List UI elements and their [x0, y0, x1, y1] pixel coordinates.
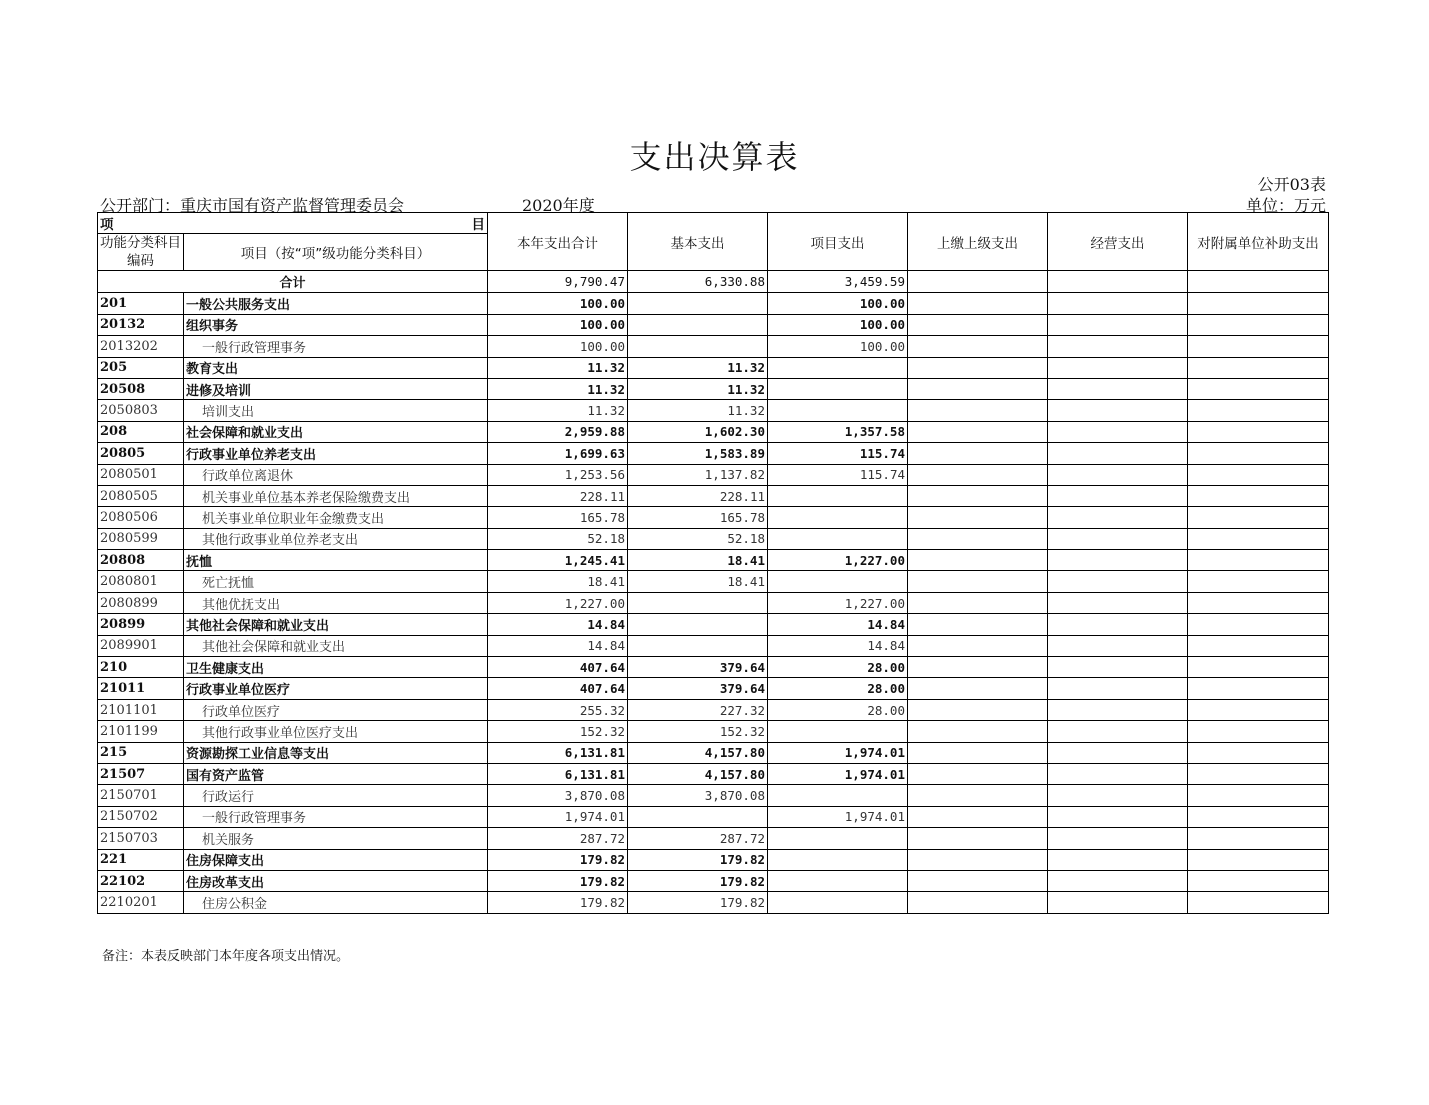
row-code: 2050803	[98, 400, 184, 421]
row-code: 20808	[98, 550, 184, 571]
row-business	[1048, 314, 1188, 335]
row-upper	[908, 614, 1048, 635]
row-subsidy	[1188, 828, 1329, 849]
table-row	[98, 378, 1329, 399]
row-code: 2101199	[98, 721, 184, 742]
row-name: 行政事业单位养老支出	[184, 443, 488, 464]
row-code: 205	[98, 357, 184, 378]
row-project	[768, 507, 908, 528]
table-row	[98, 400, 1329, 421]
row-project: 1,227.00	[768, 592, 908, 613]
row-basic: 4,157.80	[628, 763, 768, 784]
row-basic: 1,583.89	[628, 443, 768, 464]
row-basic: 228.11	[628, 485, 768, 506]
row-project	[768, 528, 908, 549]
row-total: 1,699.63	[488, 443, 628, 464]
row-business	[1048, 785, 1188, 806]
row-total: 407.64	[488, 678, 628, 699]
row-total: 255.32	[488, 699, 628, 720]
row-basic: 379.64	[628, 657, 768, 678]
row-subsidy	[1188, 721, 1329, 742]
row-total: 1,974.01	[488, 806, 628, 827]
row-subsidy	[1188, 421, 1329, 442]
row-upper	[908, 336, 1048, 357]
row-project: 14.84	[768, 635, 908, 656]
row-subsidy	[1188, 635, 1329, 656]
row-total: 11.32	[488, 400, 628, 421]
row-total: 52.18	[488, 528, 628, 549]
row-subsidy	[1188, 806, 1329, 827]
total-project: 3,459.59	[768, 271, 908, 293]
row-subsidy	[1188, 678, 1329, 699]
row-subsidy	[1188, 614, 1329, 635]
table-row	[98, 678, 1329, 699]
row-upper	[908, 528, 1048, 549]
row-basic: 11.32	[628, 378, 768, 399]
row-business	[1048, 485, 1188, 506]
unit-label: 单位：万元	[1245, 196, 1326, 215]
table-row	[98, 870, 1329, 891]
row-total: 179.82	[488, 892, 628, 913]
row-name: 一般公共服务支出	[184, 293, 488, 314]
row-project: 100.00	[768, 336, 908, 357]
row-subsidy	[1188, 849, 1329, 870]
total-business	[1048, 271, 1188, 293]
row-total: 287.72	[488, 828, 628, 849]
row-basic: 179.82	[628, 892, 768, 913]
row-subsidy	[1188, 785, 1329, 806]
row-total: 100.00	[488, 336, 628, 357]
row-project: 28.00	[768, 657, 908, 678]
table-row	[98, 464, 1329, 485]
row-upper	[908, 828, 1048, 849]
row-subsidy	[1188, 507, 1329, 528]
row-business	[1048, 870, 1188, 891]
row-code: 2150703	[98, 828, 184, 849]
row-project: 14.84	[768, 614, 908, 635]
row-business	[1048, 443, 1188, 464]
row-subsidy	[1188, 699, 1329, 720]
row-subsidy	[1188, 892, 1329, 913]
row-subsidy	[1188, 571, 1329, 592]
row-name: 住房公积金	[184, 892, 488, 913]
row-name: 住房保障支出	[184, 849, 488, 870]
row-subsidy	[1188, 528, 1329, 549]
row-name: 一般行政管理事务	[184, 336, 488, 357]
row-upper	[908, 657, 1048, 678]
row-code: 21507	[98, 763, 184, 784]
row-total: 14.84	[488, 635, 628, 656]
row-code: 208	[98, 421, 184, 442]
row-name: 机关事业单位职业年金缴费支出	[184, 507, 488, 528]
row-upper	[908, 507, 1048, 528]
row-basic: 4,157.80	[628, 742, 768, 763]
row-upper	[908, 721, 1048, 742]
row-basic: 152.32	[628, 721, 768, 742]
row-project	[768, 828, 908, 849]
table-row	[98, 314, 1329, 335]
row-upper	[908, 464, 1048, 485]
row-project	[768, 849, 908, 870]
row-basic	[628, 336, 768, 357]
header-total: 本年支出合计	[488, 213, 628, 271]
row-business	[1048, 464, 1188, 485]
row-name: 死亡抚恤	[184, 571, 488, 592]
row-code: 2210201	[98, 892, 184, 913]
row-business	[1048, 357, 1188, 378]
row-upper	[908, 550, 1048, 571]
fiscal-year: 2020年度	[522, 196, 595, 215]
row-upper	[908, 785, 1048, 806]
row-upper	[908, 806, 1048, 827]
row-code: 2080506	[98, 507, 184, 528]
row-total: 179.82	[488, 870, 628, 891]
row-business	[1048, 892, 1188, 913]
row-basic: 287.72	[628, 828, 768, 849]
row-subsidy	[1188, 657, 1329, 678]
row-business	[1048, 699, 1188, 720]
row-total: 407.64	[488, 657, 628, 678]
row-basic: 11.32	[628, 357, 768, 378]
header-code: 功能分类科目编码	[98, 234, 184, 271]
expenditure-table	[97, 212, 1329, 914]
row-total: 2,959.88	[488, 421, 628, 442]
row-total: 179.82	[488, 849, 628, 870]
row-upper	[908, 678, 1048, 699]
row-code: 2150701	[98, 785, 184, 806]
row-basic: 179.82	[628, 870, 768, 891]
row-project	[768, 378, 908, 399]
row-name: 组织事务	[184, 314, 488, 335]
row-upper	[908, 892, 1048, 913]
row-name: 抚恤	[184, 550, 488, 571]
row-business	[1048, 528, 1188, 549]
row-upper	[908, 635, 1048, 656]
row-business	[1048, 657, 1188, 678]
row-upper	[908, 592, 1048, 613]
row-total: 100.00	[488, 293, 628, 314]
row-business	[1048, 421, 1188, 442]
row-name: 资源勘探工业信息等支出	[184, 742, 488, 763]
row-subsidy	[1188, 742, 1329, 763]
row-basic: 179.82	[628, 849, 768, 870]
row-business	[1048, 571, 1188, 592]
header-upper: 上缴上级支出	[908, 213, 1048, 271]
row-name: 进修及培训	[184, 378, 488, 399]
row-name: 住房改革支出	[184, 870, 488, 891]
row-subsidy	[1188, 336, 1329, 357]
row-total: 11.32	[488, 378, 628, 399]
header-subsidy: 对附属单位补助支出	[1188, 213, 1329, 271]
row-project: 100.00	[768, 314, 908, 335]
row-name: 一般行政管理事务	[184, 806, 488, 827]
row-project	[768, 892, 908, 913]
row-project	[768, 721, 908, 742]
row-basic	[628, 635, 768, 656]
table-row	[98, 485, 1329, 506]
row-business	[1048, 849, 1188, 870]
table-row	[98, 785, 1329, 806]
row-project: 100.00	[768, 293, 908, 314]
row-project	[768, 870, 908, 891]
row-upper	[908, 443, 1048, 464]
row-basic: 1,602.30	[628, 421, 768, 442]
row-name: 其他行政事业单位养老支出	[184, 528, 488, 549]
header-business: 经营支出	[1048, 213, 1188, 271]
row-upper	[908, 699, 1048, 720]
row-business	[1048, 336, 1188, 357]
header-basic: 基本支出	[628, 213, 768, 271]
row-basic: 3,870.08	[628, 785, 768, 806]
row-basic: 11.32	[628, 400, 768, 421]
header-item-cell	[98, 213, 488, 234]
table-row	[98, 635, 1329, 656]
row-basic	[628, 806, 768, 827]
table-row	[98, 763, 1329, 784]
row-basic: 379.64	[628, 678, 768, 699]
row-name: 行政运行	[184, 785, 488, 806]
row-code: 2080599	[98, 528, 184, 549]
row-name: 机关服务	[184, 828, 488, 849]
row-code: 20899	[98, 614, 184, 635]
row-upper	[908, 378, 1048, 399]
row-project: 1,227.00	[768, 550, 908, 571]
row-business	[1048, 592, 1188, 613]
table-row	[98, 571, 1329, 592]
row-total: 1,245.41	[488, 550, 628, 571]
row-project	[768, 485, 908, 506]
row-business	[1048, 400, 1188, 421]
header-name: 项目（按“项”级功能分类科目）	[184, 234, 488, 271]
row-business	[1048, 742, 1188, 763]
table-row	[98, 892, 1329, 913]
table-row	[98, 528, 1329, 549]
row-subsidy	[1188, 592, 1329, 613]
row-business	[1048, 721, 1188, 742]
row-subsidy	[1188, 550, 1329, 571]
table-row	[98, 507, 1329, 528]
row-code: 201	[98, 293, 184, 314]
row-code: 215	[98, 742, 184, 763]
header-xiang: 项	[100, 217, 114, 234]
total-row	[98, 271, 1329, 293]
row-total: 1,253.56	[488, 464, 628, 485]
department-label: 公开部门：重庆市国有资产监督管理委员会	[100, 196, 405, 215]
row-upper	[908, 485, 1048, 506]
row-code: 2089901	[98, 635, 184, 656]
row-upper	[908, 421, 1048, 442]
row-project: 1,974.01	[768, 742, 908, 763]
footnote: 备注：本表反映部门本年度各项支出情况。	[102, 949, 350, 964]
row-business	[1048, 507, 1188, 528]
total-basic: 6,330.88	[628, 271, 768, 293]
row-subsidy	[1188, 870, 1329, 891]
row-upper	[908, 357, 1048, 378]
row-subsidy	[1188, 400, 1329, 421]
total-label: 合计	[98, 271, 488, 293]
row-name: 教育支出	[184, 357, 488, 378]
row-code: 20132	[98, 314, 184, 335]
table-row	[98, 849, 1329, 870]
row-upper	[908, 293, 1048, 314]
table-row	[98, 550, 1329, 571]
row-subsidy	[1188, 314, 1329, 335]
row-basic	[628, 314, 768, 335]
table-row	[98, 828, 1329, 849]
row-upper	[908, 400, 1048, 421]
row-upper	[908, 571, 1048, 592]
row-project	[768, 785, 908, 806]
table-row	[98, 443, 1329, 464]
row-total: 6,131.81	[488, 763, 628, 784]
table-row	[98, 699, 1329, 720]
row-code: 2080501	[98, 464, 184, 485]
row-basic: 18.41	[628, 571, 768, 592]
row-business	[1048, 614, 1188, 635]
row-name: 其他社会保障和就业支出	[184, 614, 488, 635]
row-code: 22102	[98, 870, 184, 891]
row-total: 11.32	[488, 357, 628, 378]
table-row	[98, 592, 1329, 613]
row-upper	[908, 763, 1048, 784]
row-basic: 165.78	[628, 507, 768, 528]
row-name: 国有资产监管	[184, 763, 488, 784]
row-business	[1048, 828, 1188, 849]
row-code: 210	[98, 657, 184, 678]
row-total: 18.41	[488, 571, 628, 592]
table-row	[98, 357, 1329, 378]
row-basic: 18.41	[628, 550, 768, 571]
row-code: 2080899	[98, 592, 184, 613]
row-total: 14.84	[488, 614, 628, 635]
row-code: 221	[98, 849, 184, 870]
total-upper	[908, 271, 1048, 293]
row-project: 115.74	[768, 464, 908, 485]
row-subsidy	[1188, 378, 1329, 399]
row-code: 2150702	[98, 806, 184, 827]
row-total: 3,870.08	[488, 785, 628, 806]
table-row	[98, 614, 1329, 635]
row-business	[1048, 763, 1188, 784]
row-basic	[628, 293, 768, 314]
row-total: 1,227.00	[488, 592, 628, 613]
row-project	[768, 357, 908, 378]
total-subsidy	[1188, 271, 1329, 293]
row-subsidy	[1188, 443, 1329, 464]
row-name: 卫生健康支出	[184, 657, 488, 678]
table-row	[98, 742, 1329, 763]
row-total: 165.78	[488, 507, 628, 528]
row-name: 行政事业单位医疗	[184, 678, 488, 699]
row-subsidy	[1188, 485, 1329, 506]
row-subsidy	[1188, 293, 1329, 314]
header-project: 项目支出	[768, 213, 908, 271]
row-business	[1048, 550, 1188, 571]
row-code: 2013202	[98, 336, 184, 357]
row-business	[1048, 378, 1188, 399]
row-business	[1048, 806, 1188, 827]
row-name: 其他社会保障和就业支出	[184, 635, 488, 656]
row-total: 152.32	[488, 721, 628, 742]
row-code: 20805	[98, 443, 184, 464]
row-project	[768, 571, 908, 592]
table-row	[98, 806, 1329, 827]
table-row	[98, 336, 1329, 357]
row-name: 其他优抚支出	[184, 592, 488, 613]
row-project: 28.00	[768, 678, 908, 699]
row-business	[1048, 678, 1188, 699]
table-row	[98, 657, 1329, 678]
row-upper	[908, 314, 1048, 335]
row-subsidy	[1188, 763, 1329, 784]
row-project: 28.00	[768, 699, 908, 720]
row-name: 机关事业单位基本养老保险缴费支出	[184, 485, 488, 506]
table-row	[98, 421, 1329, 442]
row-name: 其他行政事业单位医疗支出	[184, 721, 488, 742]
page-title: 支出决算表	[629, 138, 800, 176]
row-upper	[908, 849, 1048, 870]
row-business	[1048, 293, 1188, 314]
row-total: 6,131.81	[488, 742, 628, 763]
row-project	[768, 400, 908, 421]
row-upper	[908, 742, 1048, 763]
header-row-item	[98, 213, 1329, 234]
header-mu: 目	[471, 217, 485, 234]
row-project: 1,974.01	[768, 806, 908, 827]
row-code: 20508	[98, 378, 184, 399]
table-row	[98, 721, 1329, 742]
row-project: 115.74	[768, 443, 908, 464]
form-number: 公开03表	[1257, 175, 1326, 194]
row-total: 228.11	[488, 485, 628, 506]
row-code: 2080801	[98, 571, 184, 592]
row-total: 100.00	[488, 314, 628, 335]
table-row	[98, 293, 1329, 314]
row-code: 2080505	[98, 485, 184, 506]
row-project: 1,357.58	[768, 421, 908, 442]
row-name: 行政单位医疗	[184, 699, 488, 720]
row-basic	[628, 614, 768, 635]
row-name: 培训支出	[184, 400, 488, 421]
row-basic: 227.32	[628, 699, 768, 720]
total-sum: 9,790.47	[488, 271, 628, 293]
row-business	[1048, 635, 1188, 656]
row-subsidy	[1188, 357, 1329, 378]
row-upper	[908, 870, 1048, 891]
row-name: 行政单位离退休	[184, 464, 488, 485]
row-code: 21011	[98, 678, 184, 699]
row-name: 社会保障和就业支出	[184, 421, 488, 442]
row-project: 1,974.01	[768, 763, 908, 784]
row-subsidy	[1188, 464, 1329, 485]
row-code: 2101101	[98, 699, 184, 720]
row-basic: 52.18	[628, 528, 768, 549]
row-basic	[628, 592, 768, 613]
row-basic: 1,137.82	[628, 464, 768, 485]
